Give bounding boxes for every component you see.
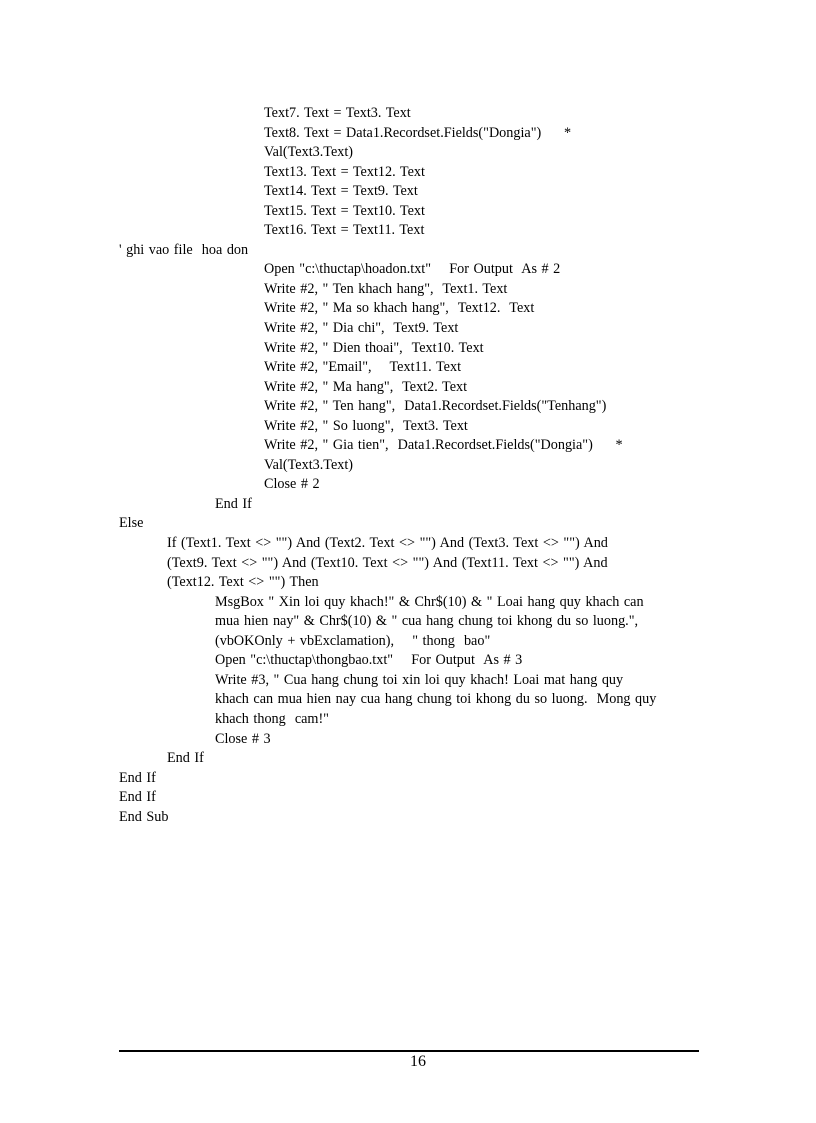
code-line: End Sub — [119, 808, 169, 825]
code-line: Text14. Text = Text9. Text — [264, 183, 418, 200]
code-line: Write #3, " Cua hang chung toi xin loi quy khach! Loai mat hang quy — [215, 671, 624, 688]
code-line: Write #2, " So luong", Text3. Text — [264, 417, 468, 434]
code-line: (Text9. Text <> "") And (Text10. Text <> "") And (Text11. Text <> "") And — [167, 554, 608, 571]
code-line: Text7. Text = Text3. Text — [264, 105, 411, 121]
code-line: Val(Text3.Text) — [264, 456, 354, 473]
code-line: If (Text1. Text <> "") And (Text2. Text <> "") And (Text3. Text <> "") And — [167, 535, 608, 552]
code-line: Close # 2 — [264, 476, 320, 493]
code-line: Close # 3 — [215, 730, 271, 747]
code-line: Open "c:\thuctap\thongbao.txt" For Output As # 3 — [215, 652, 523, 669]
code-line: Write #2, " Ten hang", Data1.Recordset.Fields("Tenhang") — [264, 398, 607, 415]
code-line: (vbOKOnly + vbExclamation), " thong bao" — [215, 632, 491, 649]
code-line: Write #2, " Dia chi", Text9. Text — [264, 320, 459, 337]
code-line: Text13. Text = Text12. Text — [264, 163, 425, 180]
code-line: khach can mua hien nay cua hang chung toi khong du so luong. Mong quy — [215, 691, 657, 708]
code-line: Text15. Text = Text10. Text — [264, 202, 425, 219]
code-line: End If — [119, 789, 156, 806]
code-line: Write #2, " Ma so khach hang", Text12. Text — [264, 300, 535, 317]
code-line: Text8. Text = Data1.Recordset.Fields("Dongia") * — [264, 124, 572, 141]
page-number: 16 — [410, 1053, 426, 1070]
code-line: Text16. Text = Text11. Text — [264, 222, 425, 239]
code-line: khach thong cam!" — [215, 710, 329, 727]
code-line: MsgBox " Xin loi quy khach!" & Chr$(10) & " Loai hang quy khach can — [215, 593, 644, 610]
code-line: End If — [167, 750, 204, 767]
code-line: Write #2, "Email", Text11. Text — [264, 359, 462, 376]
code-line: (Text12. Text <> "") Then — [167, 574, 319, 591]
code-line: Write #2, " Dien thoai", Text10. Text — [264, 339, 484, 356]
code-line: Open "c:\thuctap\hoadon.txt" For Output As # 2 — [264, 261, 561, 278]
code-line: Val(Text3.Text) — [264, 144, 354, 161]
code-line: Write #2, " Ten khach hang", Text1. Text — [264, 280, 508, 297]
code-line: End If — [215, 495, 252, 512]
code-line: mua hien nay" & Chr$(10) & " cua hang chung toi khong du so luong.", — [215, 613, 639, 630]
code-line: Write #2, " Ma hang", Text2. Text — [264, 378, 468, 395]
code-line: Else — [119, 515, 144, 532]
code-comment: ' ghi vao file hoa don — [119, 241, 249, 258]
code-line: Write #2, " Gia tien", Data1.Recordset.Fields("Dongia") * — [264, 437, 623, 454]
code-listing — [119, 104, 699, 827]
code-line: End If — [119, 769, 156, 786]
